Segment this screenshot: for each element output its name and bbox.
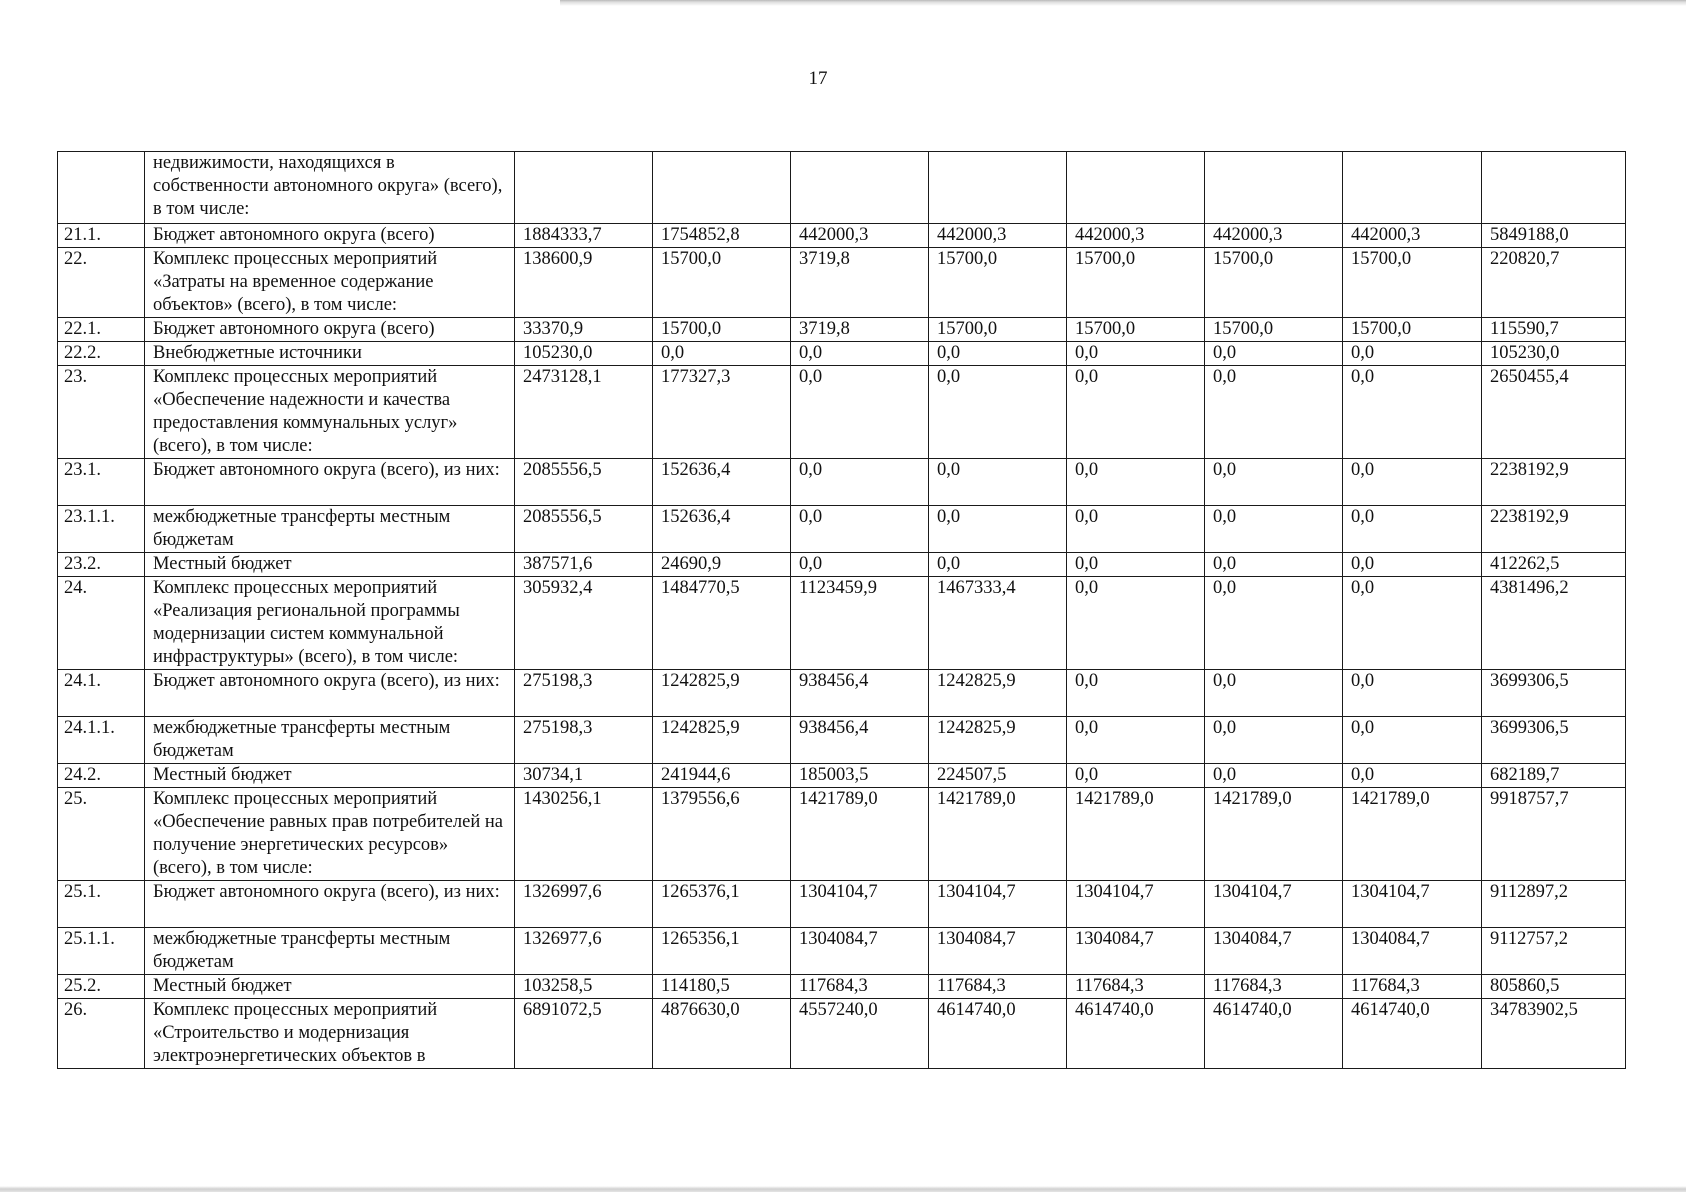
- row-value: 2238192,9: [1482, 459, 1626, 506]
- row-code: [58, 152, 145, 224]
- row-value: 1421789,0: [791, 788, 929, 881]
- row-value: 0,0: [1067, 717, 1205, 764]
- row-value: 220820,7: [1482, 248, 1626, 318]
- row-value: 4557240,0: [791, 999, 929, 1069]
- row-value: 105230,0: [515, 342, 653, 366]
- row-value: 1304084,7: [791, 928, 929, 975]
- row-code: 25.1.1.: [58, 928, 145, 975]
- row-value: 15700,0: [653, 318, 791, 342]
- row-code: 22.2.: [58, 342, 145, 366]
- row-value: 442000,3: [1343, 224, 1482, 248]
- row-value: 1265376,1: [653, 881, 791, 928]
- row-code: 24.1.: [58, 670, 145, 717]
- row-value: 241944,6: [653, 764, 791, 788]
- row-value: 114180,5: [653, 975, 791, 999]
- row-value: 15700,0: [1205, 318, 1343, 342]
- row-value: 0,0: [1067, 342, 1205, 366]
- table-row: [58, 764, 1626, 788]
- row-value: 0,0: [1205, 670, 1343, 717]
- row-value: 15700,0: [929, 248, 1067, 318]
- row-value: 0,0: [1343, 506, 1482, 553]
- row-value: 0,0: [1205, 577, 1343, 670]
- page-number: 17: [808, 68, 828, 89]
- row-value: 0,0: [1205, 459, 1343, 506]
- row-value: 938456,4: [791, 717, 929, 764]
- row-value: 442000,3: [1205, 224, 1343, 248]
- row-value: 4614740,0: [1343, 999, 1482, 1069]
- row-value: 2085556,5: [515, 459, 653, 506]
- row-value: 0,0: [1343, 670, 1482, 717]
- row-value: 1304084,7: [1067, 928, 1205, 975]
- row-value: [1482, 152, 1626, 224]
- row-value: [929, 152, 1067, 224]
- row-value: 0,0: [1067, 459, 1205, 506]
- row-value: 442000,3: [791, 224, 929, 248]
- row-value: 224507,5: [929, 764, 1067, 788]
- row-value: 0,0: [929, 553, 1067, 577]
- row-value: 3719,8: [791, 318, 929, 342]
- row-value: 1304104,7: [1205, 881, 1343, 928]
- row-value: 0,0: [791, 506, 929, 553]
- row-value: 0,0: [1343, 342, 1482, 366]
- row-name: Местный бюджет: [145, 764, 515, 788]
- row-value: 1242825,9: [653, 717, 791, 764]
- row-value: 0,0: [791, 342, 929, 366]
- row-value: 1242825,9: [929, 670, 1067, 717]
- row-value: 1484770,5: [653, 577, 791, 670]
- row-code: 21.1.: [58, 224, 145, 248]
- row-value: 0,0: [791, 553, 929, 577]
- row-name: Комплекс процессных мероприятий «Реализация региональной программы модернизации систем коммунальной инфраструктуры» (всего), в том числе:: [145, 577, 515, 670]
- row-value: 6891072,5: [515, 999, 653, 1069]
- row-value: 0,0: [1343, 553, 1482, 577]
- table-row: [58, 670, 1626, 717]
- row-value: 0,0: [1067, 506, 1205, 553]
- row-value: 0,0: [1205, 506, 1343, 553]
- row-value: 1304084,7: [1343, 928, 1482, 975]
- row-value: [791, 152, 929, 224]
- row-value: 1326997,6: [515, 881, 653, 928]
- row-value: 15700,0: [1205, 248, 1343, 318]
- row-name: межбюджетные трансферты местным бюджетам: [145, 928, 515, 975]
- row-value: 15700,0: [929, 318, 1067, 342]
- row-value: 0,0: [1067, 366, 1205, 459]
- row-value: 9112897,2: [1482, 881, 1626, 928]
- row-value: 185003,5: [791, 764, 929, 788]
- row-value: 117684,3: [1067, 975, 1205, 999]
- row-value: 305932,4: [515, 577, 653, 670]
- row-value: 0,0: [1343, 717, 1482, 764]
- row-code: 24.1.1.: [58, 717, 145, 764]
- row-value: 275198,3: [515, 717, 653, 764]
- row-code: 24.: [58, 577, 145, 670]
- row-name: межбюджетные трансферты местным бюджетам: [145, 717, 515, 764]
- row-name: межбюджетные трансферты местным бюджетам: [145, 506, 515, 553]
- row-value: 0,0: [1205, 366, 1343, 459]
- row-value: 1304104,7: [791, 881, 929, 928]
- table-row: [58, 152, 1626, 224]
- row-value: 3699306,5: [1482, 717, 1626, 764]
- row-value: 0,0: [1343, 577, 1482, 670]
- row-value: [653, 152, 791, 224]
- row-name: Комплекс процессных мероприятий «Обеспечение надежности и качества предоставления коммунальных услуг» (всего), в том числе:: [145, 366, 515, 459]
- table-row: [58, 506, 1626, 553]
- row-code: 23.2.: [58, 553, 145, 577]
- row-value: 4381496,2: [1482, 577, 1626, 670]
- row-value: 15700,0: [1343, 318, 1482, 342]
- row-value: 0,0: [929, 366, 1067, 459]
- row-value: 938456,4: [791, 670, 929, 717]
- row-value: 412262,5: [1482, 553, 1626, 577]
- row-value: 1242825,9: [653, 670, 791, 717]
- row-value: 105230,0: [1482, 342, 1626, 366]
- row-value: 1884333,7: [515, 224, 653, 248]
- row-name: Комплекс процессных мероприятий «Обеспечение равных прав потребителей на получение энергетических ресурсов» (всего), в том числе:: [145, 788, 515, 881]
- row-value: 0,0: [929, 459, 1067, 506]
- row-value: 2650455,4: [1482, 366, 1626, 459]
- row-value: 1304104,7: [1343, 881, 1482, 928]
- table-row: [58, 342, 1626, 366]
- row-value: 1754852,8: [653, 224, 791, 248]
- row-code: 23.1.: [58, 459, 145, 506]
- row-value: 1421789,0: [1067, 788, 1205, 881]
- scan-edge-top: [560, 0, 1686, 6]
- row-name: Бюджет автономного округа (всего): [145, 224, 515, 248]
- row-value: 0,0: [929, 342, 1067, 366]
- row-code: 24.2.: [58, 764, 145, 788]
- row-value: 682189,7: [1482, 764, 1626, 788]
- row-value: 24690,9: [653, 553, 791, 577]
- row-value: 1421789,0: [929, 788, 1067, 881]
- table-row: [58, 224, 1626, 248]
- scan-edge-bottom: [0, 1186, 1686, 1192]
- row-name: Бюджет автономного округа (всего): [145, 318, 515, 342]
- row-code: 26.: [58, 999, 145, 1069]
- row-code: 25.: [58, 788, 145, 881]
- row-value: 103258,5: [515, 975, 653, 999]
- row-value: 1304104,7: [929, 881, 1067, 928]
- row-value: 30734,1: [515, 764, 653, 788]
- row-value: 15700,0: [1067, 248, 1205, 318]
- table-row: [58, 928, 1626, 975]
- table-row: [58, 999, 1626, 1069]
- table-row: [58, 459, 1626, 506]
- row-code: 25.1.: [58, 881, 145, 928]
- row-value: 9918757,7: [1482, 788, 1626, 881]
- row-value: 15700,0: [653, 248, 791, 318]
- row-value: 805860,5: [1482, 975, 1626, 999]
- row-value: 0,0: [791, 459, 929, 506]
- row-value: 1326977,6: [515, 928, 653, 975]
- row-name: Бюджет автономного округа (всего), из них:: [145, 459, 515, 506]
- row-value: 4876630,0: [653, 999, 791, 1069]
- row-name: Внебюджетные источники: [145, 342, 515, 366]
- row-value: 33370,9: [515, 318, 653, 342]
- table-row: [58, 318, 1626, 342]
- row-value: 152636,4: [653, 459, 791, 506]
- row-value: 5849188,0: [1482, 224, 1626, 248]
- row-value: 1304084,7: [929, 928, 1067, 975]
- row-value: 4614740,0: [929, 999, 1067, 1069]
- row-value: 1123459,9: [791, 577, 929, 670]
- row-value: 387571,6: [515, 553, 653, 577]
- budget-table: [57, 151, 1626, 1069]
- row-code: 23.1.1.: [58, 506, 145, 553]
- row-value: 177327,3: [653, 366, 791, 459]
- table-row: [58, 553, 1626, 577]
- row-value: 4614740,0: [1205, 999, 1343, 1069]
- row-value: [515, 152, 653, 224]
- row-value: 1430256,1: [515, 788, 653, 881]
- row-value: 2085556,5: [515, 506, 653, 553]
- row-value: 1421789,0: [1343, 788, 1482, 881]
- row-name: Комплекс процессных мероприятий «Строительство и модернизация электроэнергетических объектов в: [145, 999, 515, 1069]
- row-value: 442000,3: [1067, 224, 1205, 248]
- table-body: [58, 152, 1626, 1069]
- row-value: 0,0: [1067, 670, 1205, 717]
- row-value: 1467333,4: [929, 577, 1067, 670]
- row-value: 152636,4: [653, 506, 791, 553]
- row-value: 4614740,0: [1067, 999, 1205, 1069]
- row-value: 115590,7: [1482, 318, 1626, 342]
- table-row: [58, 366, 1626, 459]
- row-value: 117684,3: [1205, 975, 1343, 999]
- row-value: 0,0: [653, 342, 791, 366]
- row-value: [1205, 152, 1343, 224]
- table-row: [58, 975, 1626, 999]
- row-name: Местный бюджет: [145, 553, 515, 577]
- row-value: 0,0: [929, 506, 1067, 553]
- row-code: 25.2.: [58, 975, 145, 999]
- row-value: 0,0: [1205, 553, 1343, 577]
- row-code: 22.: [58, 248, 145, 318]
- row-value: 1242825,9: [929, 717, 1067, 764]
- row-value: 442000,3: [929, 224, 1067, 248]
- row-value: [1067, 152, 1205, 224]
- row-value: 1421789,0: [1205, 788, 1343, 881]
- row-value: 275198,3: [515, 670, 653, 717]
- row-value: 0,0: [1343, 764, 1482, 788]
- table-row: [58, 248, 1626, 318]
- row-value: 0,0: [1067, 764, 1205, 788]
- row-value: 0,0: [1205, 717, 1343, 764]
- row-name: недвижимости, находящихся в собственности автономного округа» (всего), в том числе:: [145, 152, 515, 224]
- row-value: 2473128,1: [515, 366, 653, 459]
- row-value: 9112757,2: [1482, 928, 1626, 975]
- row-value: 3699306,5: [1482, 670, 1626, 717]
- row-value: 15700,0: [1343, 248, 1482, 318]
- row-value: 0,0: [1067, 577, 1205, 670]
- row-value: 1304104,7: [1067, 881, 1205, 928]
- row-value: 1304084,7: [1205, 928, 1343, 975]
- row-value: 1379556,6: [653, 788, 791, 881]
- row-value: 117684,3: [1343, 975, 1482, 999]
- row-value: 0,0: [1067, 553, 1205, 577]
- row-value: 15700,0: [1067, 318, 1205, 342]
- table-row: [58, 881, 1626, 928]
- row-value: 1265356,1: [653, 928, 791, 975]
- row-value: 34783902,5: [1482, 999, 1626, 1069]
- row-value: 117684,3: [929, 975, 1067, 999]
- row-name: Местный бюджет: [145, 975, 515, 999]
- row-code: 22.1.: [58, 318, 145, 342]
- row-name: Комплекс процессных мероприятий «Затраты на временное содержание объектов» (всего), в том числе:: [145, 248, 515, 318]
- row-value: 0,0: [791, 366, 929, 459]
- row-value: 0,0: [1343, 366, 1482, 459]
- row-value: 0,0: [1205, 342, 1343, 366]
- table-row: [58, 577, 1626, 670]
- row-value: 0,0: [1343, 459, 1482, 506]
- row-name: Бюджет автономного округа (всего), из них:: [145, 881, 515, 928]
- row-value: 3719,8: [791, 248, 929, 318]
- row-name: Бюджет автономного округа (всего), из них:: [145, 670, 515, 717]
- row-value: 117684,3: [791, 975, 929, 999]
- table-row: [58, 717, 1626, 764]
- row-value: 2238192,9: [1482, 506, 1626, 553]
- row-value: 0,0: [1205, 764, 1343, 788]
- row-code: 23.: [58, 366, 145, 459]
- row-value: [1343, 152, 1482, 224]
- table-row: [58, 788, 1626, 881]
- row-value: 138600,9: [515, 248, 653, 318]
